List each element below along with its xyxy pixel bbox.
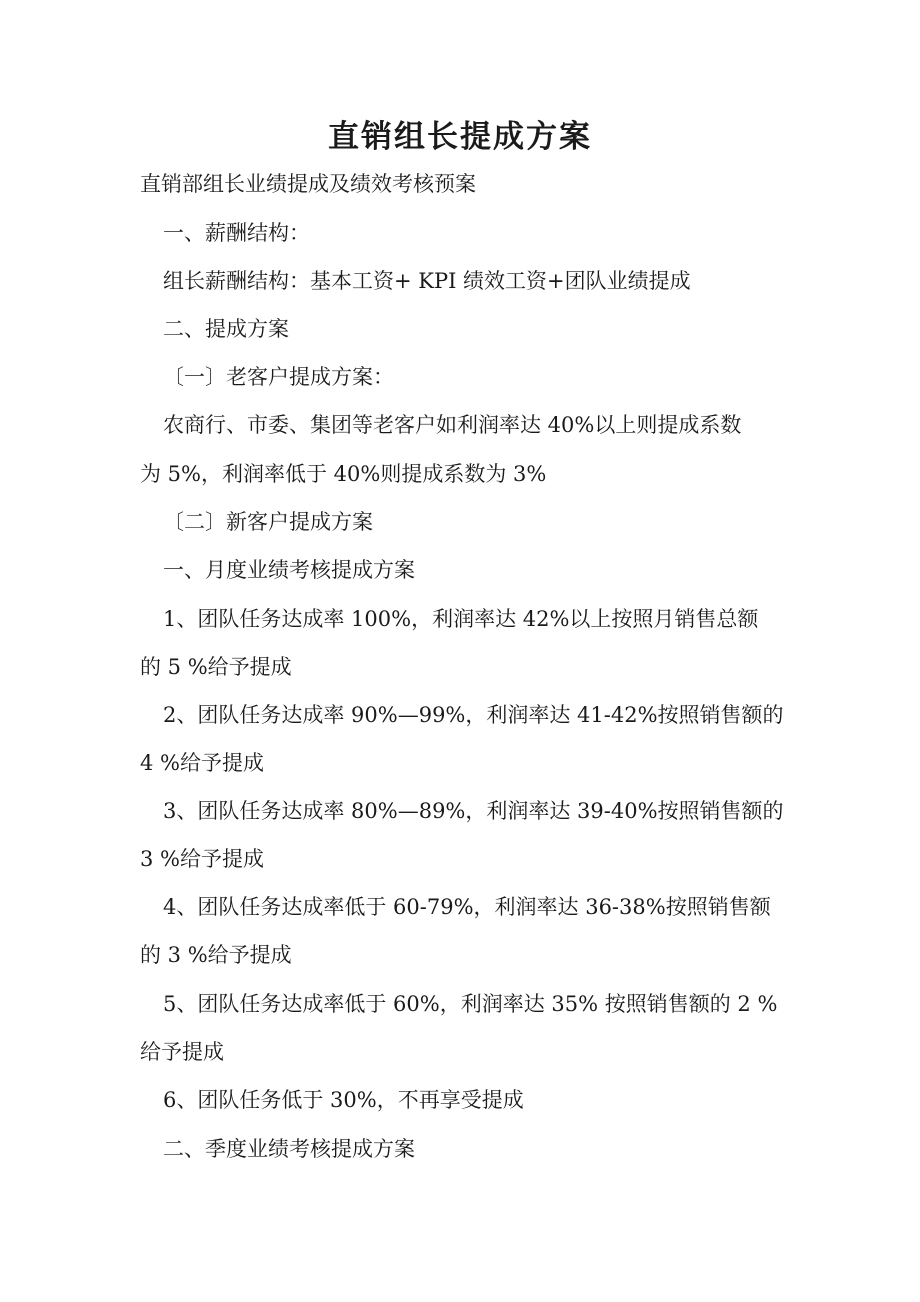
list-item-1-line-1: 1、团队任务达成率 100%，利润率达 42%以上按照月销售总额 bbox=[163, 607, 759, 631]
list-item-2-line-2: 4 %给予提成 bbox=[140, 751, 264, 775]
list-item-3-line-2: 3 %给予提成 bbox=[140, 847, 264, 871]
list-item-4-line-2: 的 3 %给予提成 bbox=[140, 943, 292, 967]
list-item-5-line-1: 5、团队任务达成率低于 60%，利润率达 35% 按照销售额的 2 % bbox=[163, 992, 778, 1016]
subheading-old-customers: 〔一〕老客户提成方案： bbox=[163, 365, 394, 389]
heading-monthly-plan: 一、月度业绩考核提成方案 bbox=[163, 558, 415, 582]
paragraph-salary-structure: 组长薪酬结构：基本工资+ KPI 绩效工资+团队业绩提成 bbox=[163, 269, 691, 293]
list-item-6: 6、团队任务低于 30%，不再享受提成 bbox=[163, 1088, 524, 1112]
paragraph-old-customers-line-1: 农商行、市委、集团等老客户如利润率达 40%以上则提成系数 bbox=[163, 413, 742, 437]
heading-quarterly-plan: 二、季度业绩考核提成方案 bbox=[163, 1137, 415, 1161]
subheading-new-customers: 〔二〕新客户提成方案 bbox=[163, 510, 373, 534]
document-subtitle: 直销部组长业绩提成及绩效考核预案 bbox=[140, 172, 476, 196]
paragraph-old-customers-line-2: 为 5%，利润率低于 40%则提成系数为 3% bbox=[140, 462, 547, 486]
list-item-2-line-1: 2、团队任务达成率 90%—99%，利润率达 41-42%按照销售额的 bbox=[163, 703, 784, 727]
list-item-1-line-2: 的 5 %给予提成 bbox=[140, 655, 292, 679]
list-item-3-line-1: 3、团队任务达成率 80%—89%，利润率达 39-40%按照销售额的 bbox=[163, 799, 784, 823]
section-heading-commission-plan: 二、提成方案 bbox=[163, 317, 289, 341]
document-title: 直销组长提成方案 bbox=[328, 119, 592, 155]
list-item-5-line-2: 给予提成 bbox=[140, 1040, 224, 1064]
list-item-4-line-1: 4、团队任务达成率低于 60-79%，利润率达 36-38%按照销售额 bbox=[163, 895, 771, 919]
section-heading-salary-structure: 一、薪酬结构： bbox=[163, 221, 310, 245]
